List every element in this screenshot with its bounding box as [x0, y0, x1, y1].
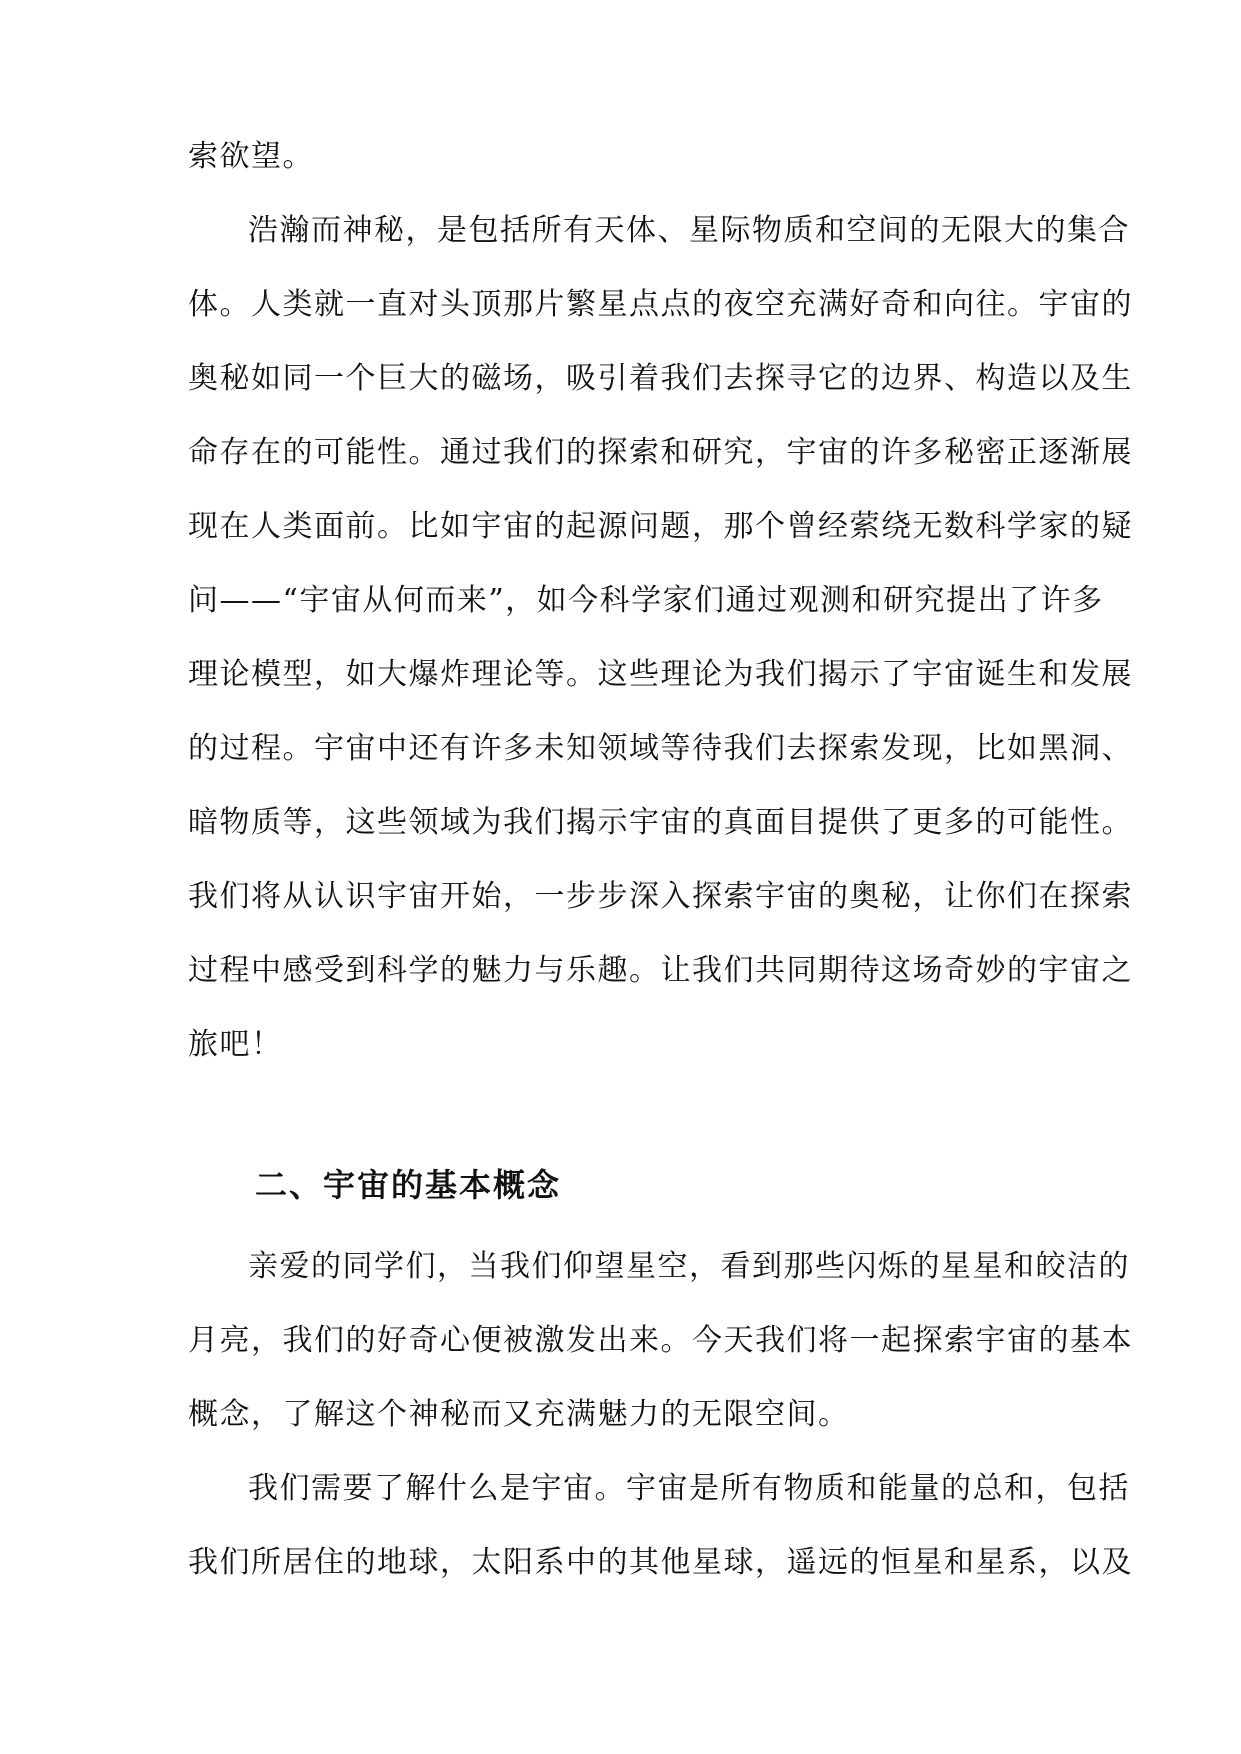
text-line: 暗物质等，这些领域为我们揭示宇宙的真面目提供了更多的可能性。 [188, 805, 1133, 840]
text-line: 我们需要了解什么是宇宙。宇宙是所有物质和能量的总和，包括 [248, 1471, 1130, 1506]
text-line: 亲爱的同学们，当我们仰望星空，看到那些闪烁的星星和皎洁的 [248, 1249, 1130, 1284]
text-line: 浩瀚而神秘，是包括所有天体、星际物质和空间的无限大的集合 [248, 213, 1130, 248]
text-line: 索欲望。 [188, 139, 314, 174]
text-line: 我们将从认识宇宙开始，一步步深入探索宇宙的奥秘，让你们在探索 [188, 879, 1133, 914]
section-heading: 二、宇宙的基本概念 [255, 1166, 562, 1204]
text-line: 问——“宇宙从何而来”，如今科学家们通过观测和研究提出了许多 [188, 583, 1104, 618]
text-line: 月亮，我们的好奇心便被激发出来。今天我们将一起探索宇宙的基本 [188, 1323, 1133, 1358]
text-line: 理论模型，如大爆炸理论等。这些理论为我们揭示了宇宙诞生和发展 [188, 657, 1133, 692]
paragraph-concept-intro [188, 1230, 1133, 1452]
text-line: 体。人类就一直对头顶那片繁星点点的夜空充满好奇和向往。宇宙的 [188, 287, 1133, 322]
text-line: 奥秘如同一个巨大的磁场，吸引着我们去探寻它的边界、构造以及生 [188, 361, 1133, 396]
text-line: 概念，了解这个神秘而又充满魅力的无限空间。 [188, 1397, 850, 1432]
text-line: 我们所居住的地球，太阳系中的其他星球，遥远的恒星和星系，以及 [188, 1545, 1133, 1580]
paragraph-intro [188, 194, 1133, 1082]
paragraph-universe-definition [188, 1452, 1133, 1600]
continuation-text [188, 120, 1058, 194]
text-line: 旅吧！ [188, 1027, 283, 1062]
text-line: 过程中感受到科学的魅力与乐趣。让我们共同期待这场奇妙的宇宙之 [188, 953, 1133, 988]
text-line: 的过程。宇宙中还有许多未知领域等待我们去探索发现，比如黑洞、 [188, 731, 1133, 766]
text-line: 命存在的可能性。通过我们的探索和研究，宇宙的许多秘密正逐渐展 [188, 435, 1133, 470]
text-line: 现在人类面前。比如宇宙的起源问题，那个曾经萦绕无数科学家的疑 [188, 509, 1133, 544]
